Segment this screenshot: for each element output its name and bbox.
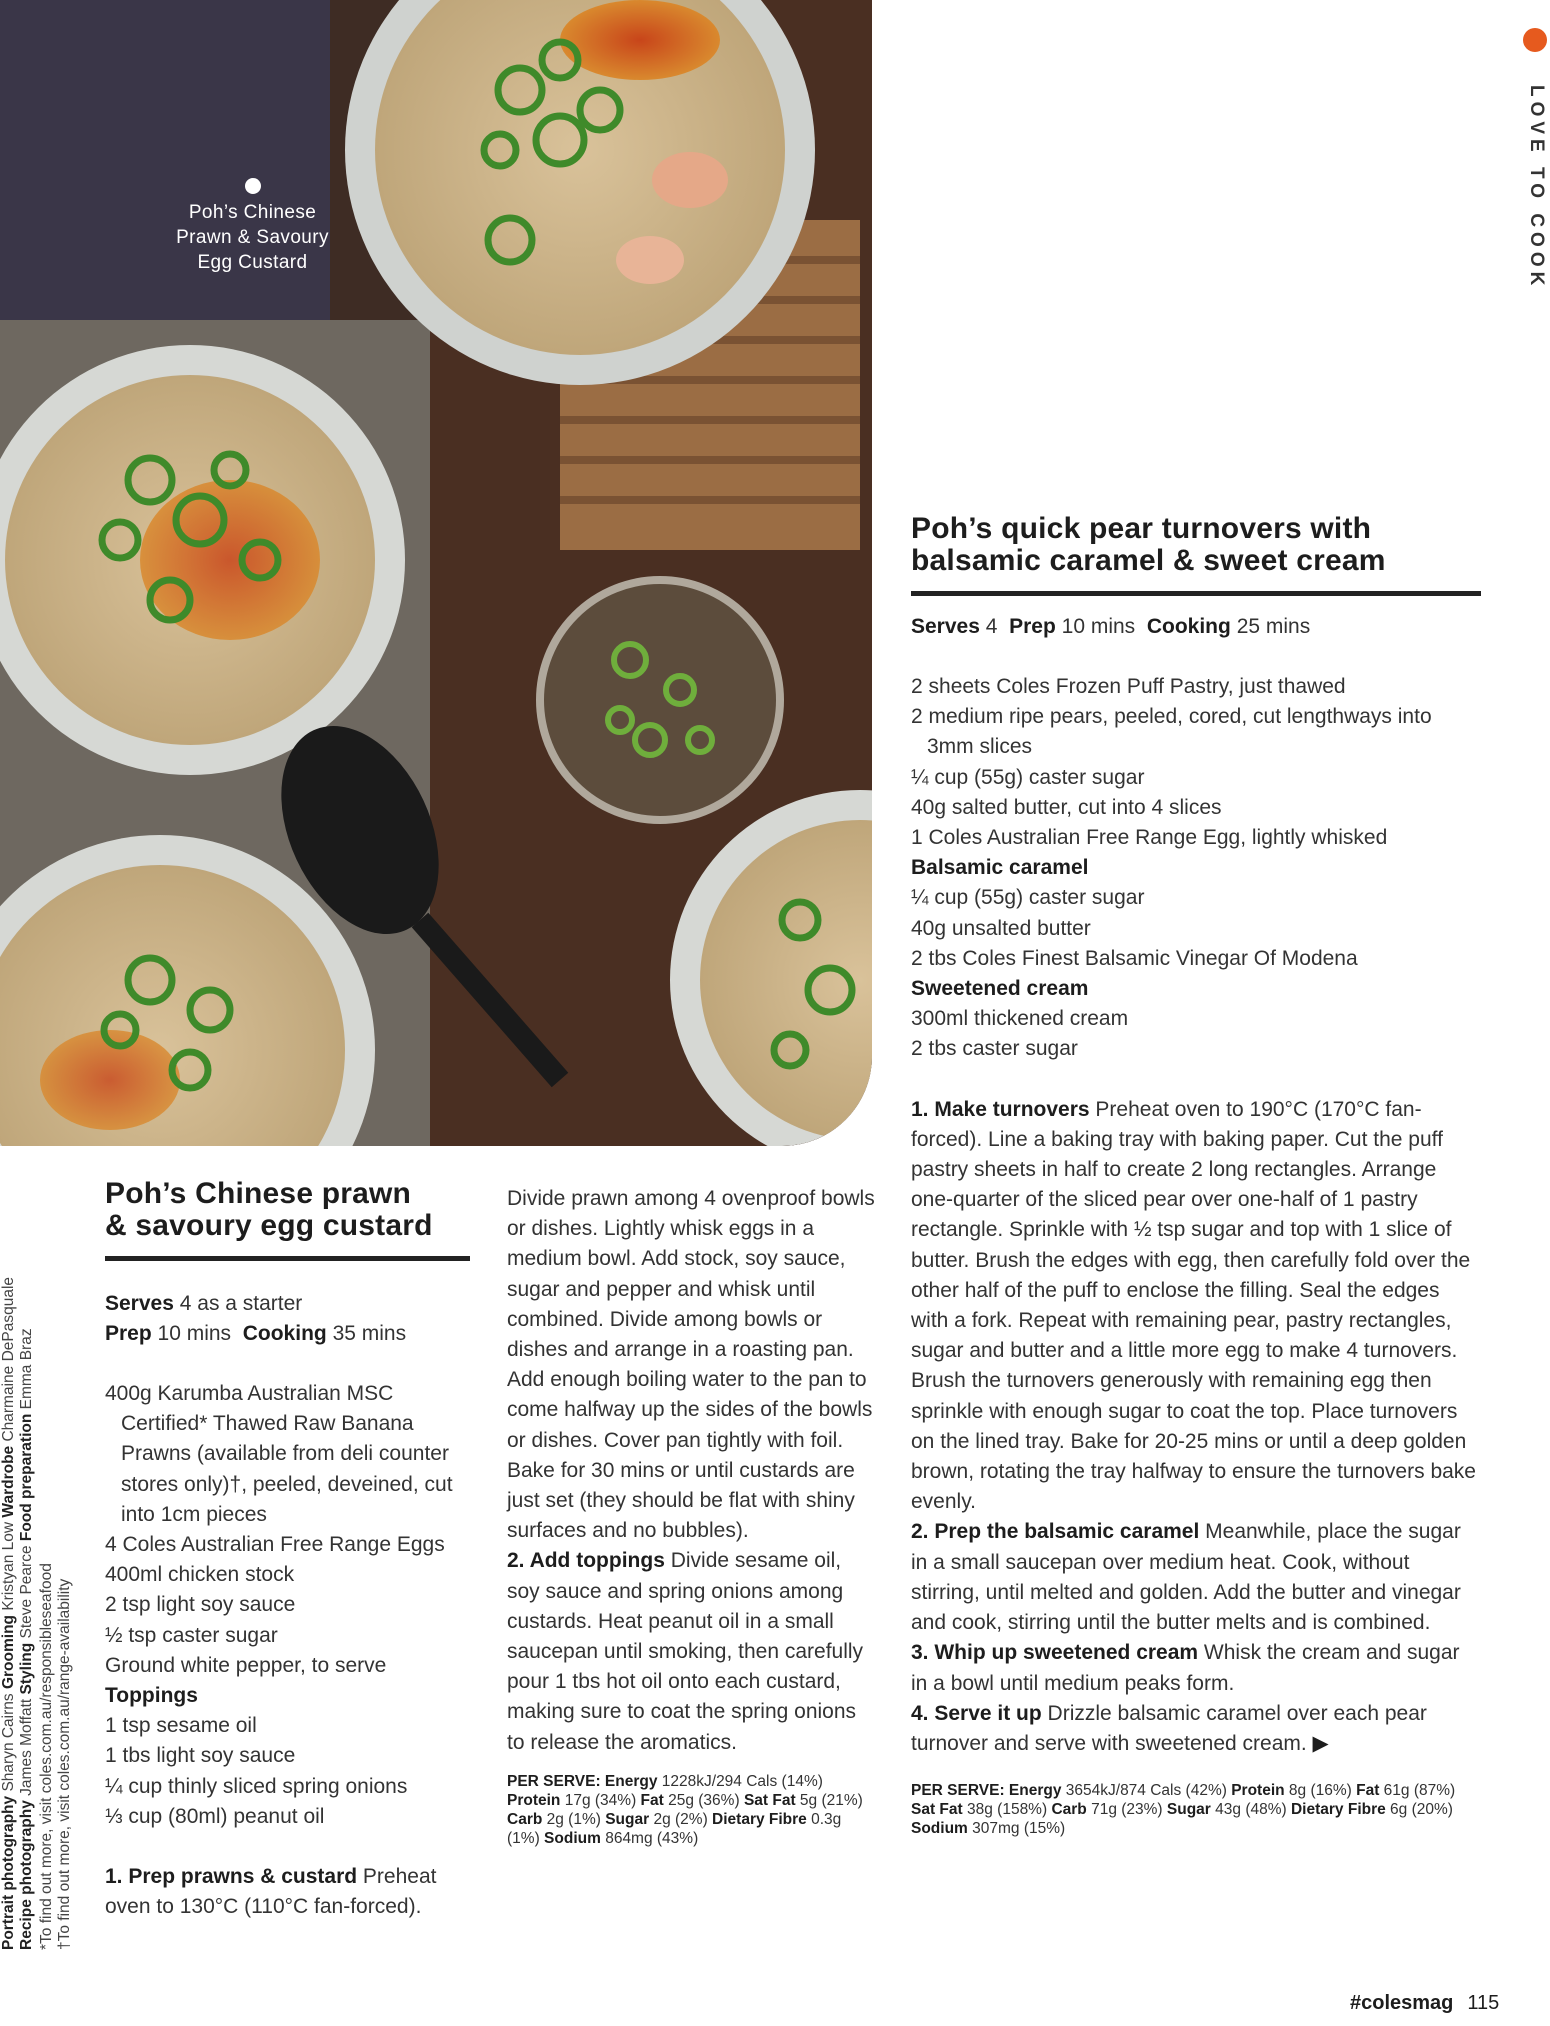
photo-caption — [150, 178, 355, 275]
recipe2-step-1 — [911, 1095, 1481, 1518]
recipe2-title — [911, 513, 1481, 577]
recipe1-meta — [105, 1289, 470, 1349]
ingredient-item: 1 Coles Australian Free Range Egg, lightly whisked — [911, 826, 1388, 850]
recipe1-ingredients — [105, 1379, 470, 1832]
ingredient-item: 400ml chicken stock — [105, 1563, 295, 1587]
recipe2-step-1-label: 1. Make turnovers — [911, 1097, 1090, 1121]
recipe2-ingredients — [911, 672, 1481, 1065]
ingredient-item: 1 tsp sesame oil — [105, 1714, 257, 1738]
ingredient-item: Ground white pepper, to serve — [105, 1653, 387, 1677]
ingredient-item: 2 tsp light soy sauce — [105, 1593, 296, 1617]
recipe2-step-2 — [911, 1517, 1481, 1638]
page-footer — [1350, 1992, 1499, 2015]
ingredient-item: 300ml thickened cream — [911, 1007, 1129, 1031]
recipe2-step-3 — [911, 1638, 1481, 1698]
page-number: 115 — [1467, 1992, 1500, 2014]
recipe2-cooking-label: Cooking — [1146, 615, 1231, 638]
ingredient-item: 40g unsalted butter — [911, 916, 1091, 940]
recipe2-step-4-text: Drizzle balsamic caramel over each pear turnover and serve with sweetened cream. — [911, 1701, 1427, 1755]
credits-line-2: Recipe photography James Moffatt Styling Steve Pearce Food preparation Emma Braz — [18, 1328, 35, 1950]
ingredient-item: 2 tbs caster sugar — [911, 1037, 1078, 1061]
recipe1-prep-value: 10 mins — [157, 1322, 232, 1345]
footer-hashtag: #colesmag — [1350, 1992, 1454, 2014]
ingredient-item: 2 tbs Coles Finest Balsamic Vinegar Of Modena — [911, 946, 1358, 970]
recipe2-step-4 — [911, 1699, 1481, 1759]
recipe1-cooking-value: 35 mins — [332, 1322, 407, 1345]
recipe1-cooking-label: Cooking — [242, 1322, 327, 1345]
recipe1-serves-label: Serves — [105, 1292, 174, 1315]
section-label: LOVE TO COOK — [1526, 85, 1547, 291]
recipe1-column-1 — [105, 1178, 470, 1922]
ingredient-item: 2 medium ripe pears, peeled, cored, cut lengthways into 3mm slices — [911, 705, 1432, 759]
recipe1-title-rule — [105, 1256, 470, 1261]
ingredient-item: 4 Coles Australian Free Range Eggs — [105, 1533, 445, 1557]
recipe1-serves-value: 4 as a starter — [179, 1292, 303, 1315]
ingredient-item: ½ tsp caster sugar — [105, 1623, 278, 1647]
recipe2-step-4-label: 4. Serve it up — [911, 1701, 1042, 1725]
end-arrow-icon: ▶ — [1312, 1731, 1329, 1755]
section-dot-icon — [1523, 28, 1547, 52]
recipe2-nutrition: PER SERVE: Energy 3654kJ/874 Cals (42%) Protein 8g (16%) Fat 61g (87%) Sat Fat 38g (158%) Carb 71g (23%) Sugar 43g (48%) Dietary Fibre 6g (20%) Sodium 307mg (15%) — [911, 1782, 1456, 1838]
ingredient-item: 1 tbs light soy sauce — [105, 1744, 296, 1768]
caption-dot-icon — [245, 178, 261, 194]
ingredient-item: ¼ cup (55g) caster sugar — [911, 765, 1145, 789]
recipe2-method — [911, 1095, 1481, 1759]
ingredient-item: ¼ cup thinly sliced spring onions — [105, 1774, 408, 1798]
recipe1-step-1 — [105, 1862, 470, 1922]
recipe2-title-rule — [911, 591, 1481, 596]
recipe2 — [911, 513, 1481, 1838]
photo-caption-line-1: Poh’s Chinese — [188, 202, 317, 223]
recipe1-step-1-continued: Divide prawn among 4 ovenproof bowls or dishes. Lightly whisk eggs in a medium bowl. Add stock, soy sauce, sugar and pepper and whisk until combined. Divide among bowls or dishes and arrange in a roasting pan. Add enough boiling water to the pan to come halfway up the sides of the bowls or dishes. Cover pan tightly with foil. Bake for 30 mins or until custards are just set (they should be flat with shiny surfaces and no bubbles). — [507, 1187, 875, 1543]
recipe2-prep-value: 10 mins — [1061, 615, 1136, 638]
recipe1-step-2 — [507, 1546, 877, 1757]
ingredient-item: 40g salted butter, cut into 4 slices — [911, 795, 1222, 819]
recipe2-serves-value: 4 — [985, 615, 998, 638]
recipe1-column-2 — [507, 1184, 877, 1848]
ingredient-item: 400g Karumba Australian MSC Certified* Thawed Raw Banana Prawns (available from deli counter stores only)†, peeled, deveined, cut into 1cm pieces — [105, 1382, 453, 1526]
recipe2-serves-label: Serves — [911, 615, 980, 638]
credits-line-4: †To find out more, visit coles.com.au/range-availability — [56, 1578, 73, 1950]
ingredient-item: 2 sheets Coles Frozen Puff Pastry, just thawed — [911, 675, 1346, 698]
credits-line-1: Portrait photography Sharyn Cairns Grooming Kristyan Low Wardrobe Charmaine DePasquale — [0, 1276, 17, 1950]
caramel-heading: Balsamic caramel — [911, 856, 1089, 880]
recipe1-prep-label: Prep — [105, 1322, 152, 1345]
recipe1-title-line-2: & savoury egg custard — [105, 1209, 433, 1242]
recipe1-step-2-label: 2. Add toppings — [507, 1549, 665, 1573]
recipe2-title-line-1: Poh’s quick pear turnovers with — [911, 512, 1372, 545]
recipe2-cooking-value: 25 mins — [1236, 615, 1311, 638]
toppings-heading: Toppings — [105, 1684, 198, 1708]
recipe2-step-1-text: Preheat oven to 190°C (170°C fan-forced). Line a baking tray with baking paper. Cut the puff pastry sheets in half to create 2 long rectangles. Arrange one-quarter of the sliced pear over one-half of 1 pastry rectangle. Sprinkle with ½ tsp sugar and top with 1 slice of butter. Brush the edges with egg, then carefully fold over the other half of the puff to enclose the filling. Seal the edges with a fork. Repeat with remaining pear, pastry rectangles, sugar and butter and a little more egg to make 4 turnovers. Brush the turnovers generously with remaining egg then sprinkle with enough sugar to coat the top. Place turnovers on the lined tray. Bake for 20-25 mins or until a deep golden brown, rotating the tray halfway to ensure the turnovers bake evenly. — [911, 1097, 1476, 1514]
recipe2-step-2-text: Meanwhile, place the sugar in a small saucepan over medium heat. Cook, without stirring, until melted and golden. Add the butter and vinegar and cook, stirring until the butter melts and is combined. — [911, 1520, 1461, 1635]
recipe1-title-line-1: Poh’s Chinese prawn — [105, 1177, 412, 1210]
recipe2-title-line-2: balsamic caramel & sweet cream — [911, 544, 1386, 577]
ingredient-item: ⅓ cup (80ml) peanut oil — [105, 1804, 325, 1828]
recipe2-step-2-label: 2. Prep the balsamic caramel — [911, 1520, 1200, 1544]
recipe2-prep-label: Prep — [1009, 615, 1056, 638]
photo-caption-line-2: Prawn & Savoury — [176, 227, 329, 248]
food-photo-art — [0, 0, 872, 1146]
recipe1-step-2-text: Divide sesame oil, soy sauce and spring onions among custards. Heat peanut oil in a small saucepan until smoking, then carefully pour 1 tbs hot oil onto each custard, making sure to coat the spring onions to release the aromatics. — [507, 1549, 864, 1754]
recipe1-nutrition: PER SERVE: Energy 1228kJ/294 Cals (14%) Protein 17g (34%) Fat 25g (36%) Sat Fat 5g (21%) Carb 2g (1%) Sugar 2g (2%) Dietary Fibre 0.3g (1%) Sodium 864mg (43%) — [507, 1772, 863, 1847]
recipe1-title — [105, 1178, 470, 1242]
photo-caption-line-3: Egg Custard — [197, 252, 308, 273]
recipe2-step-3-label: 3. Whip up sweetened cream — [911, 1641, 1199, 1665]
recipe2-meta — [911, 612, 1481, 642]
credits-line-3: *To find out more, visit coles.com.au/responsibleseafood — [38, 1563, 55, 1950]
food-photo — [0, 0, 872, 1146]
ingredient-item: ¼ cup (55g) caster sugar — [911, 886, 1145, 910]
recipe1-step-1-label: 1. Prep prawns & custard — [105, 1865, 358, 1889]
recipe2-step-3-text: Whisk the cream and sugar in a bowl until medium peaks form. — [911, 1641, 1460, 1695]
cream-heading: Sweetened cream — [911, 977, 1089, 1001]
recipe1-step-1-text: Preheat oven to 130°C (110°C fan-forced). — [105, 1865, 437, 1919]
photo-credits — [0, 1170, 90, 1950]
